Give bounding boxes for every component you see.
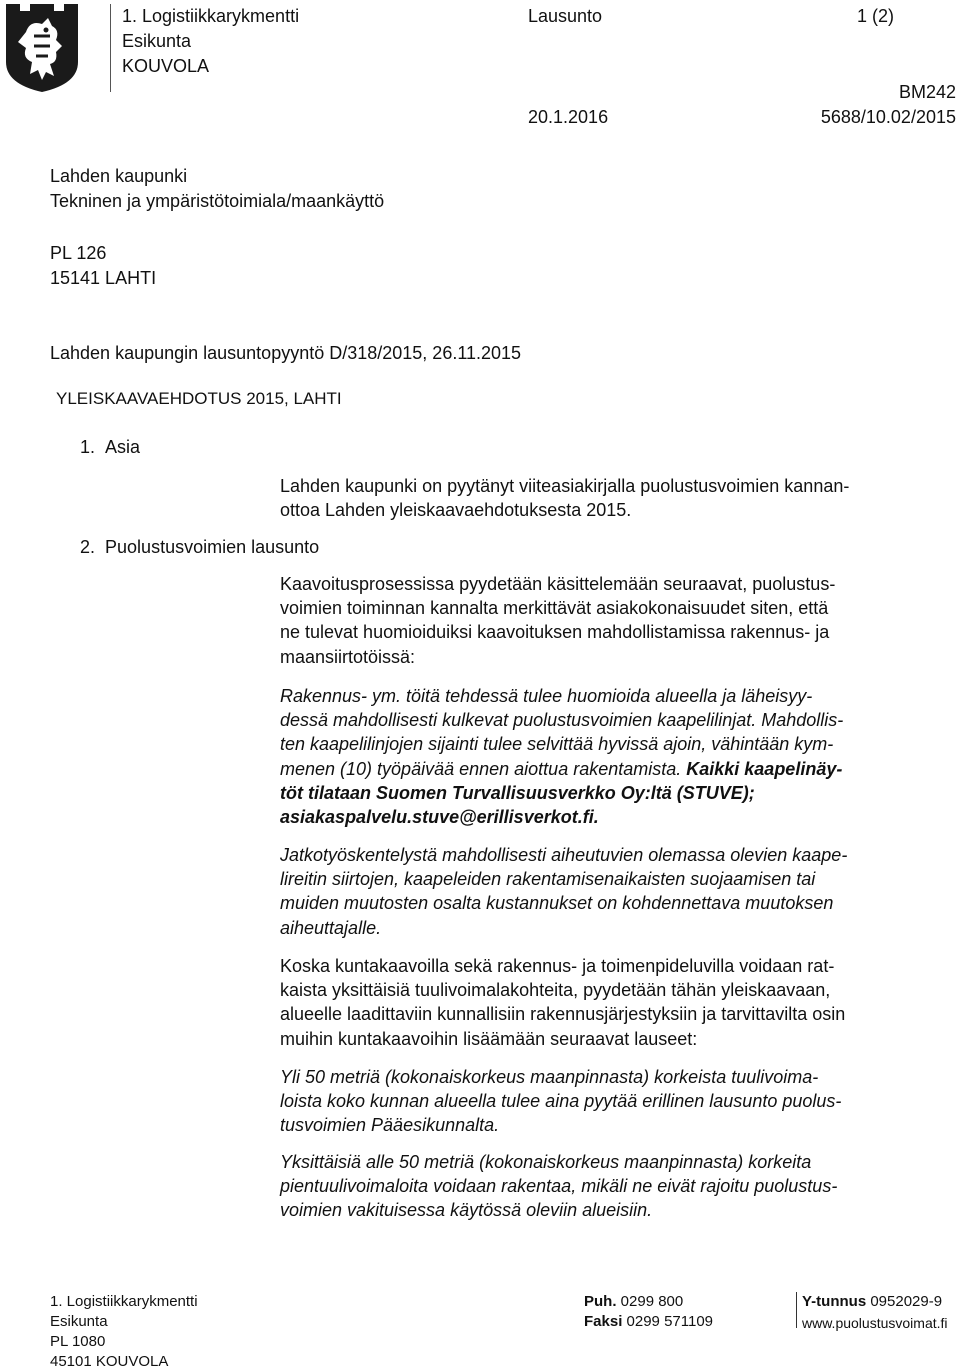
- section-heading-lausunto: [80, 535, 319, 559]
- doc-date: 20.1.2016: [528, 107, 609, 127]
- section-label: Asia: [105, 437, 141, 457]
- section-number: 2.: [80, 537, 96, 557]
- page-number: 1 (2): [857, 6, 895, 26]
- paragraph-clause-2: Yksittäisiä alle 50 metriä (kokonaiskorkeus maanpinnasta) korkeita pientuulivoimaloita voidaan rakentaa, mikäli ne eivät rajoitu puolustus- voimien vakituisessa käytössä oleviin alueisiin.: [280, 1152, 838, 1221]
- footer-ytunnus: Y-tunnus 0952029-9: [802, 1293, 943, 1310]
- paragraph-process: Kaavoitusprosessissa pyydetään käsittelemään seuraavat, puolustus- voimien toiminnan kannalta merkittävät asiakokonaisuudet siten, että ne tulevat huomioiduiksi kaavoituksen mahdollistamissa rakennus- ja maansiirtotöissä:: [280, 574, 836, 667]
- footer-postal: 45101 KOUVOLA: [50, 1353, 169, 1370]
- recipient-line: PL 126: [50, 243, 107, 263]
- doc-code: BM242: [898, 82, 956, 102]
- section-number: 1.: [80, 437, 96, 457]
- recipient-line: Lahden kaupunki: [50, 166, 188, 186]
- contact-email: asiakaspalvelu.stuve@erillisverkot.fi.: [280, 807, 599, 828]
- document-title: YLEISKAAVAEHDOTUS 2015, LAHTI: [56, 389, 342, 408]
- paragraph-windpower: Koska kuntakaavoilla sekä rakennus- ja toimenpideluvilla voidaan rat- kaista yksittäisiä tuulivoimalakohteita, pyydetään tähän yleiskaavaan, alueelle laadittaviin kunnallisiin rakennusjärjestyksiin ja tarvittavilta osin muihin kuntakaavoihin lisäämään seuraavat lauseet:: [280, 956, 846, 1049]
- section-label: Puolustusvoimien lausunto: [105, 537, 320, 557]
- finnish-lion-crest-icon: [4, 2, 80, 94]
- footer-phone: Puh. 0299 800: [584, 1293, 684, 1310]
- footer-po-box: PL 1080: [50, 1333, 106, 1350]
- paragraph-cables: Rakennus- ym. töitä tehdessä tulee huomioida alueella ja läheisyy- dessä mahdollisesti kulkevat puolustusvoimien kaapelilinjat. Mahdollis- ten kaapelilinjojen sijainti tulee selvittää hyvissä ajoin, vähintään kym- menen (10) työpäivää ennen aiottua rakentamista. Kaikki kaapelinäy- töt tilataan Suomen Turvallisuusverkko Oy:ltä (STUVE); asiakaspalvelu.stuve@erillisverkot.fi.: [280, 684, 952, 829]
- doc-ref: 5688/10.02/2015: [820, 107, 956, 127]
- footer-website-link[interactable]: www.puolustusvoimat.fi: [802, 1315, 948, 1331]
- paragraph-costs: Jatkotyöskentelystä mahdollisesti aiheutuvien olemassa olevien kaape- lireitin siirtojen, kaapeleiden rakentamisenaikaisten suojaamisen tai muiden muutosten osalta kustannukset on kohdennettava muutoksen aiheuttajalle.: [280, 845, 848, 938]
- section-heading-asia: [80, 435, 140, 459]
- org-name: 1. Logistiikkarykmentti: [122, 6, 300, 26]
- org-city: KOUVOLA: [122, 56, 210, 76]
- recipient-line: Tekninen ja ympäristötoimiala/maankäyttö: [50, 191, 385, 211]
- recipient-line: 15141 LAHTI: [50, 268, 157, 288]
- footer-fax: Faksi 0299 571109: [584, 1313, 714, 1330]
- footer-org: 1. Logistiikkarykmentti: [50, 1293, 198, 1310]
- header-divider: [110, 4, 111, 92]
- org-unit: Esikunta: [122, 31, 192, 51]
- subject-reference: Lahden kaupungin lausuntopyyntö D/318/2015, 26.11.2015: [50, 343, 522, 363]
- doc-type: Lausunto: [528, 6, 603, 26]
- paragraph-clause-1: Yli 50 metriä (kokonaiskorkeus maanpinnasta) korkeista tuulivoima- loista koko kunnan alueella tulee aina pyytää erillinen lausunto puolus- tusvoimien Pääesikunnalta.: [280, 1067, 842, 1136]
- footer-unit: Esikunta: [50, 1313, 108, 1330]
- paragraph-request: Lahden kaupunki on pyytänyt viiteasiakirjalla puolustusvoimien kannan- ottoa Lahden yleiskaavaehdotuksesta 2015.: [280, 476, 850, 521]
- footer-divider: [796, 1292, 797, 1328]
